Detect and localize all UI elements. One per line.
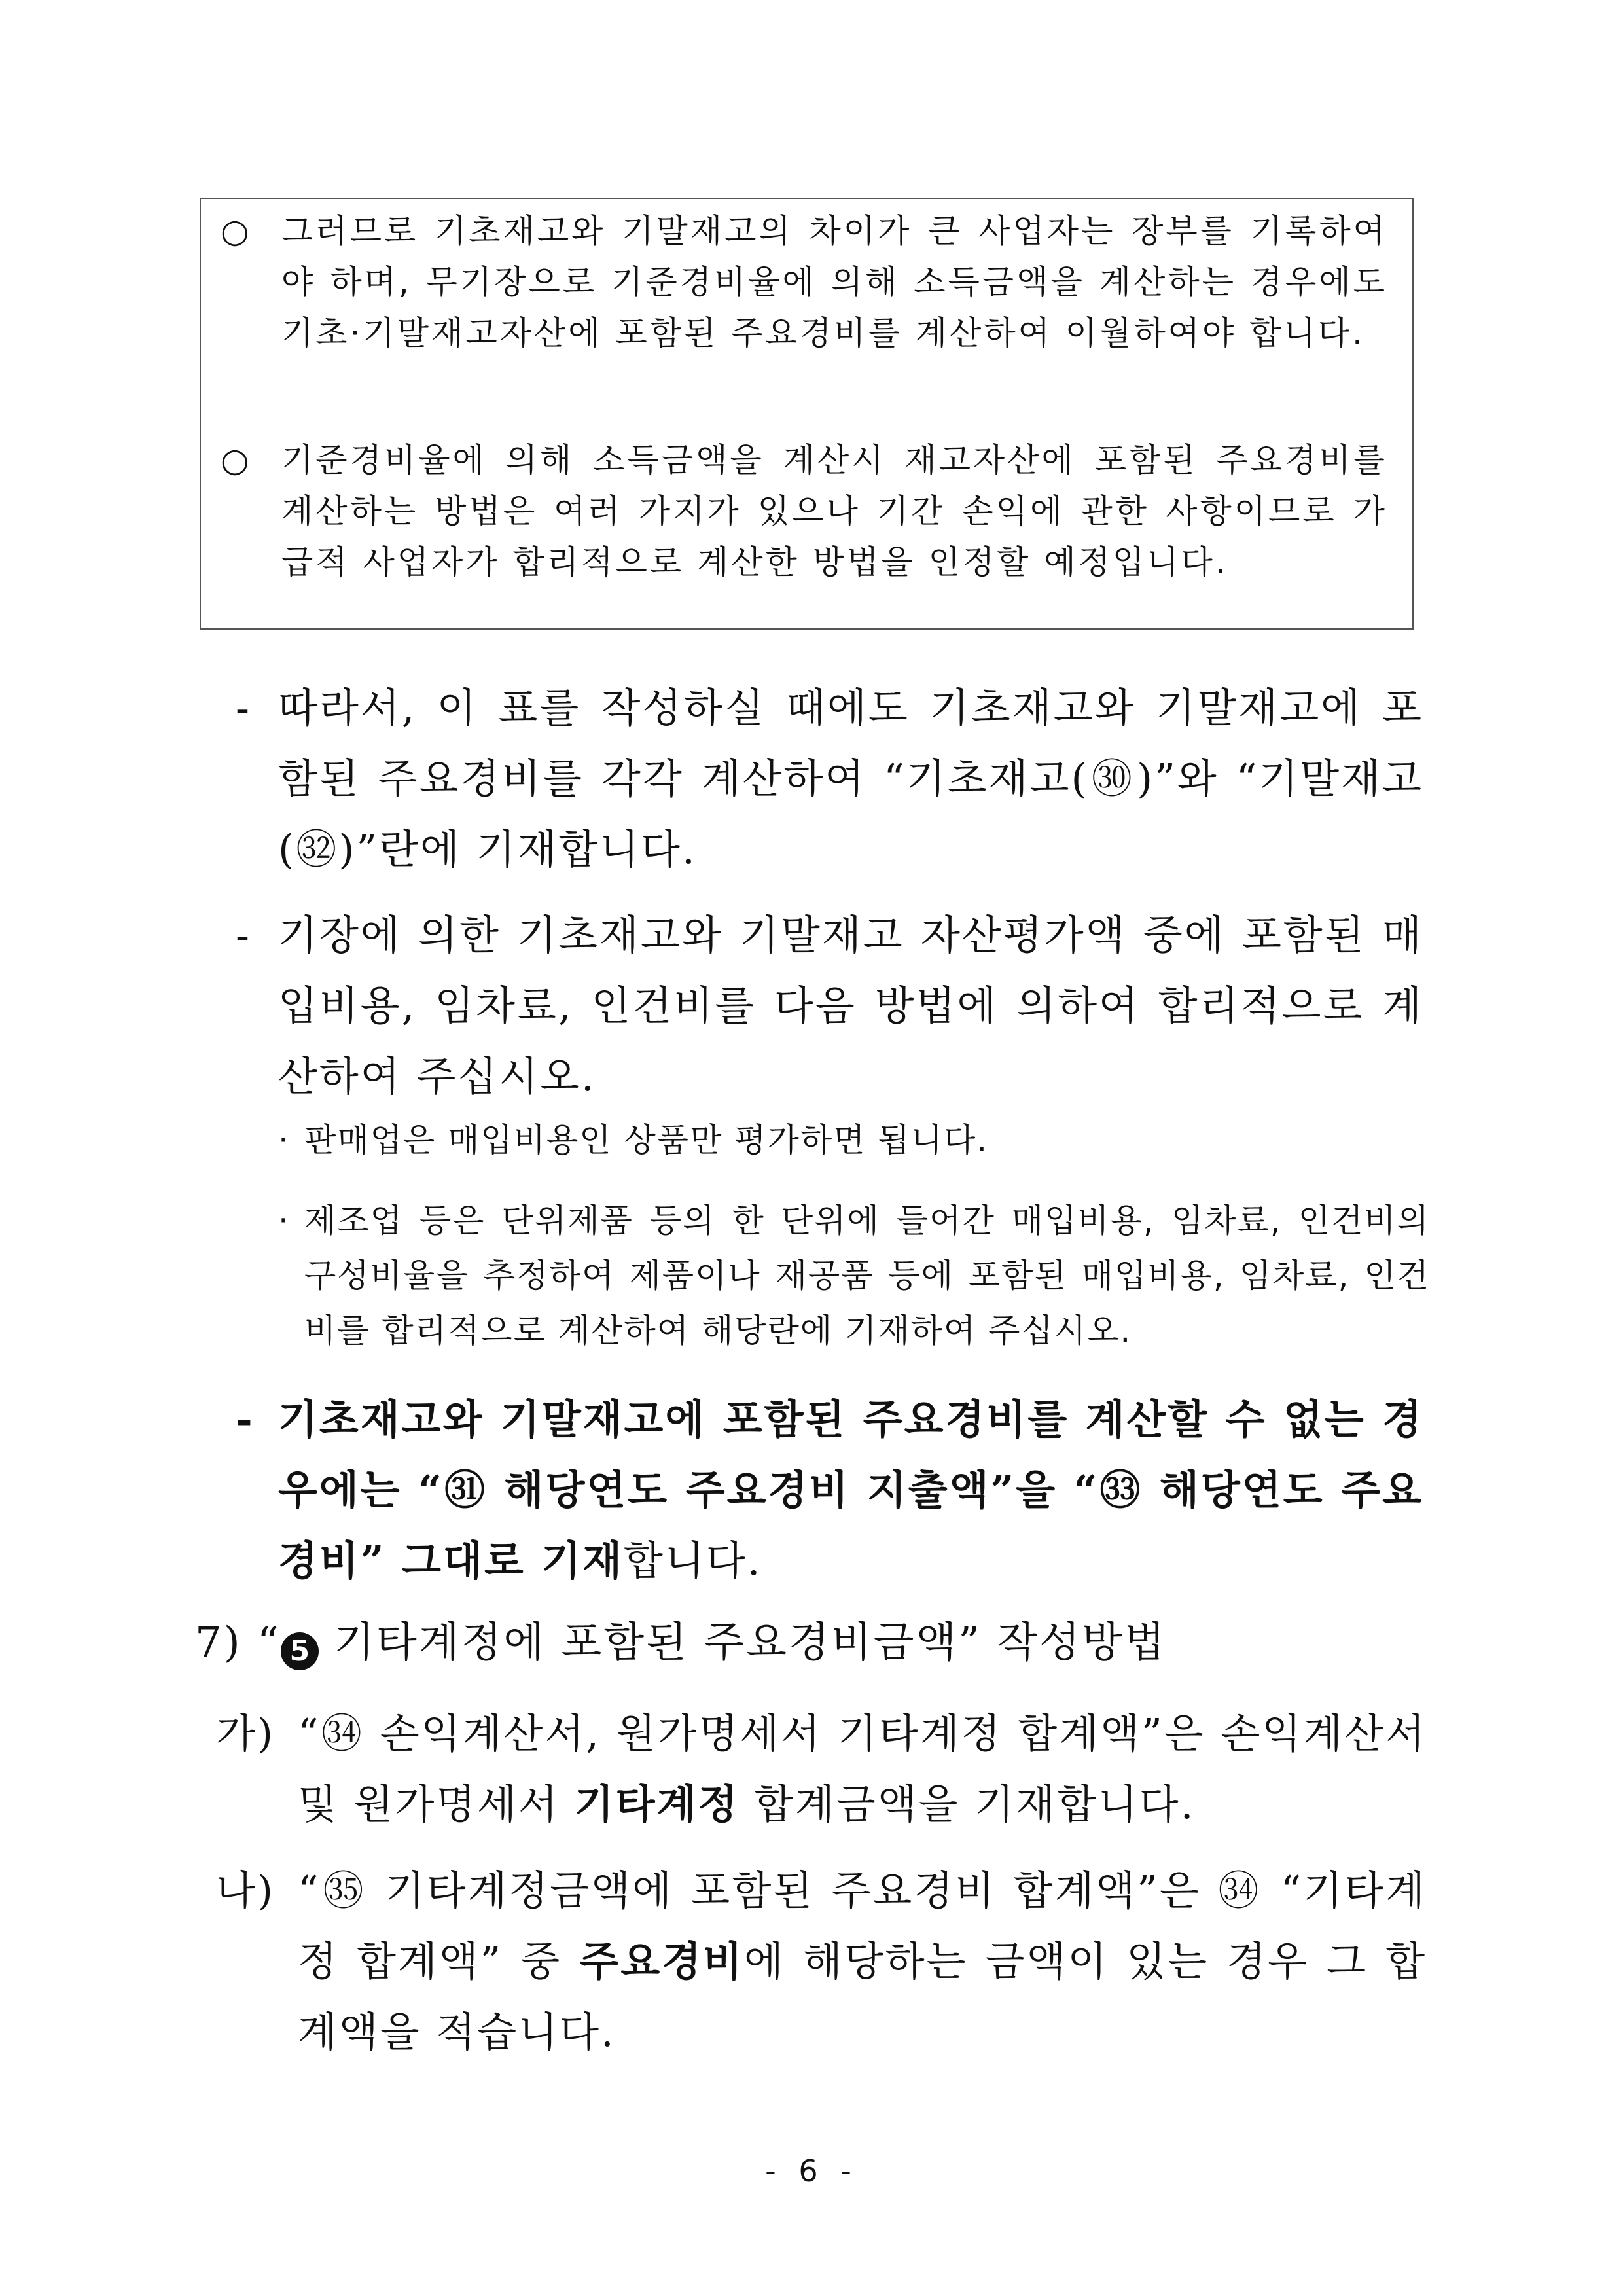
bold-text: 기초재고와 기말재고에 포함된 주요경비를 계산할 수 없는 경우에는 “㉛ 해당연도 주요경비 지출액”을 “㉝ 해당연도 주요경비” 그대로 기재 xyxy=(278,1395,1423,1585)
dash-bullet: - xyxy=(236,1395,255,1443)
circle-bullet-icon: ○ xyxy=(221,441,252,479)
page-number: - 6 - xyxy=(765,2153,858,2189)
paragraph-text xyxy=(278,1384,1423,1596)
section-number: 7) xyxy=(195,1619,242,1667)
bullet-text: 제조업 등은 단위제품 등의 한 단위에 들어간 매입비용, 임차료, 인건비의 구성비율을 추정하여 제품이나 재공품 등에 포함된 매입비용, 임차료, 인건비를 합리적으로 계산하여 해당란에 기재하여 주십시오. xyxy=(304,1202,1430,1350)
dash-bullet: - xyxy=(236,911,251,959)
sub-item-text xyxy=(298,1698,1427,1840)
paragraph-text: 따라서, 이 표를 작성하실 때에도 기초재고와 기말재고에 포함된 주요경비를 각각 계산하여 “기초재고(㉚)”와 “기말재고(㉜)”란에 기재합니다. xyxy=(278,684,1423,873)
text-run: 합계금액을 기재합니다. xyxy=(739,1780,1196,1828)
note-box xyxy=(200,198,1414,630)
bold-run: 주요경비 xyxy=(579,1937,744,1985)
section-heading xyxy=(195,1610,1438,1676)
text-run: 에 해당하는 금액이 있는 경우 그 합계액을 적습니다. xyxy=(298,1937,1427,2056)
text-run: “㉟ 기타계정금액에 포함된 주요경비 합계액”은 ㉞ “기타계정 합계액” 중 xyxy=(298,1867,1427,1985)
sub-item-label: 가) xyxy=(216,1710,276,1757)
tail-text: 합니다. xyxy=(624,1537,762,1585)
bold-run: 기타계정 xyxy=(574,1780,740,1828)
note-text: 기준경비율에 의해 소득금액을 계산시 재고자산에 포함된 주요경비를 계산하는 방법은 여러 가지가 있으나 기간 손익에 관한 사항이므로 가급적 사업자가 합리적으로 계산한 방법을 인정할 예정입니다. xyxy=(281,441,1387,581)
sub-item-text xyxy=(298,1856,1427,2068)
sub-item-label: 나) xyxy=(216,1867,276,1914)
quote-open: “ xyxy=(257,1619,281,1667)
bullet-text: 판매업은 매입비용인 상품만 평가하면 됩니다. xyxy=(304,1121,989,1159)
section-title: 기타계정에 포함된 주요경비금액” 작성방법 xyxy=(318,1619,1167,1667)
note-text: 그러므로 기초재고와 기말재고의 차이가 큰 사업자는 장부를 기록하여야 하며, 무기장으로 기준경비율에 의해 소득금액을 계산하는 경우에도 기초·기말재고자산에 포함된 주요경비를 계산하여 이월하여야 합니다. xyxy=(281,212,1387,352)
circled-number-icon: 5 xyxy=(281,1632,319,1670)
paragraph-text: 기장에 의한 기초재고와 기말재고 자산평가액 중에 포함된 매입비용, 임차료, 인건비를 다음 방법에 의하여 합리적으로 계산하여 주십시오. xyxy=(278,911,1423,1100)
text-run: “㉞ 손익계산서, 원가명세서 기타계정 합계액”은 손익계산서 및 원가명세서 xyxy=(298,1710,1427,1828)
dot-bullet: · xyxy=(278,1202,290,1240)
dot-bullet: · xyxy=(278,1121,290,1159)
dash-bullet: - xyxy=(236,684,251,732)
circle-bullet-icon: ○ xyxy=(221,212,252,250)
